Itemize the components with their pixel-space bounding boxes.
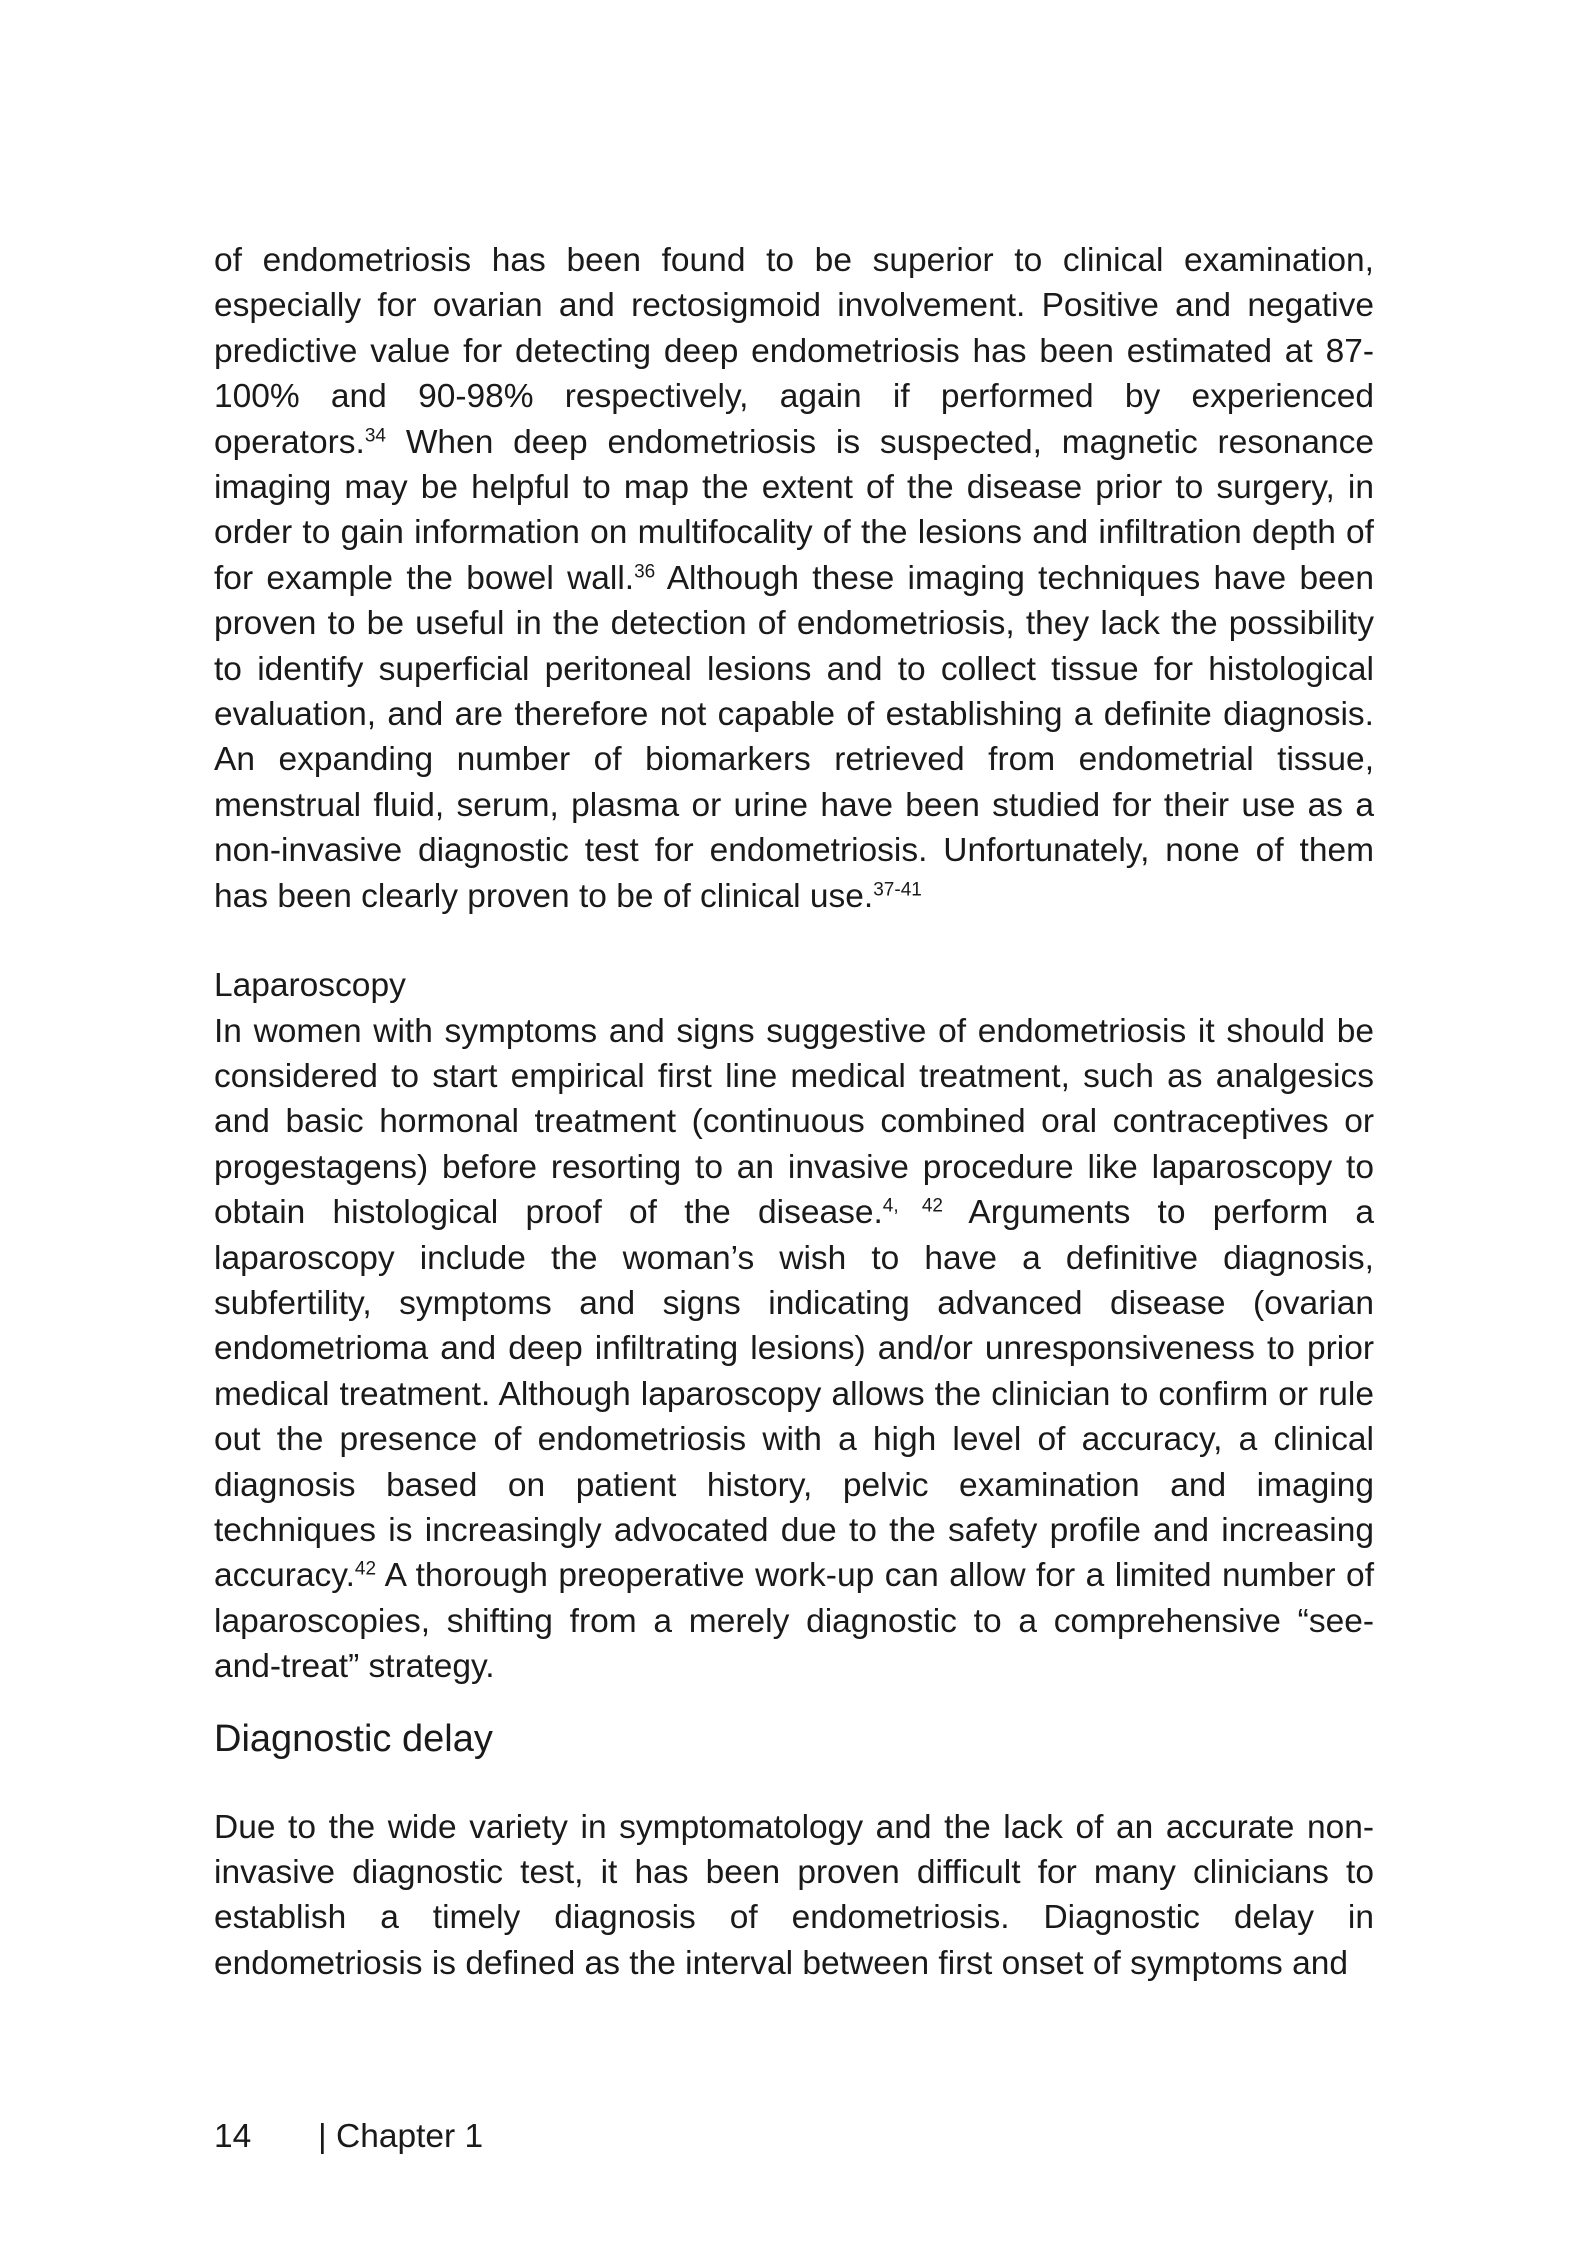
citation-4-42: 4, 42 (882, 1195, 943, 1217)
laparoscopy-paragraph (214, 1009, 1374, 1690)
laparoscopy-text-b: Arguments to perform a laparoscopy include the woman’s wish to have a definitive diagnosis, subfertility, symptoms and signs indicating advanced disease (ovarian endometrioma and deep infiltrating lesions) and/or unresponsiveness to prior medical treatment. Although laparoscopy allows the clinician to confirm or rule out the presence of endometriosis with a high level of accuracy, a clinical diagnosis based on patient history, pelvic examination and imaging techniques is increasingly advocated due to the safety profile and increasing accuracy. (214, 1194, 1374, 1595)
laparoscopy-heading: Laparoscopy (214, 967, 406, 1005)
intro-text-a: of endometriosis has been found to be superior to clinical examination, especially for ovarian and rectosigmoid involvement. Positive and negative predictive value for detecting deep endometriosis has been estimated at 87-100% and 90-98% respectively, again if performed by experienced operators. (214, 242, 1374, 461)
laparoscopy-text-a: In women with symptoms and signs suggestive of endometriosis it should be considered to start empirical first line medical treatment, such as analgesics and basic hormonal treatment (continuous combined oral contraceptives or progestagens) before resorting to an invasive procedure like laparoscopy to obtain histological proof of the disease. (214, 1012, 1374, 1232)
citation-34: 34 (364, 425, 386, 447)
page-body (214, 238, 1374, 1986)
intro-paragraph (214, 238, 1374, 919)
page-number: 14 (214, 2118, 252, 2155)
diagnostic-delay-heading: Diagnostic delay (214, 1717, 493, 1760)
citation-36: 36 (634, 561, 656, 583)
diagnostic-delay-paragraph: Due to the wide variety in symptomatology and the lack of an accurate non-invasive diagnostic test, it has been proven difficult for many clinicians to establish a timely diagnosis of endometriosis. Diagnostic delay in endometriosis is defined as the interval between first onset of symptoms and (214, 1808, 1374, 1982)
intro-text-c: Although these imaging techniques have been proven to be useful in the detection of endometriosis, they lack the possibility to identify superficial peritoneal lesions and to collect tissue for histological evaluation, and are therefore not capable of establishing a definite diagnosis. An expanding number of biomarkers retrieved from endometrial tissue, menstrual fluid, serum, plasma or urine have been studied for their use as a non-invasive diagnostic test for endometriosis. Unfortunately, none of them has been clearly proven to be of clinical use. (214, 559, 1374, 915)
citation-37-41: 37-41 (873, 879, 922, 901)
page-footer (214, 2114, 483, 2159)
chapter-label: | Chapter 1 (318, 2118, 484, 2155)
laparoscopy-text-c: A thorough preoperative work-up can allow for a limited number of laparoscopies, shifting from a merely diagnostic to a comprehensive “see-and-treat” strategy. (214, 1557, 1374, 1686)
intro-text-b: When deep endometriosis is suspected, magnetic resonance imaging may be helpful to map the extent of the disease prior to surgery, in order to gain information on multifocality of the lesions and infiltration depth of for example the bowel wall. (214, 423, 1374, 597)
citation-42: 42 (354, 1558, 377, 1580)
